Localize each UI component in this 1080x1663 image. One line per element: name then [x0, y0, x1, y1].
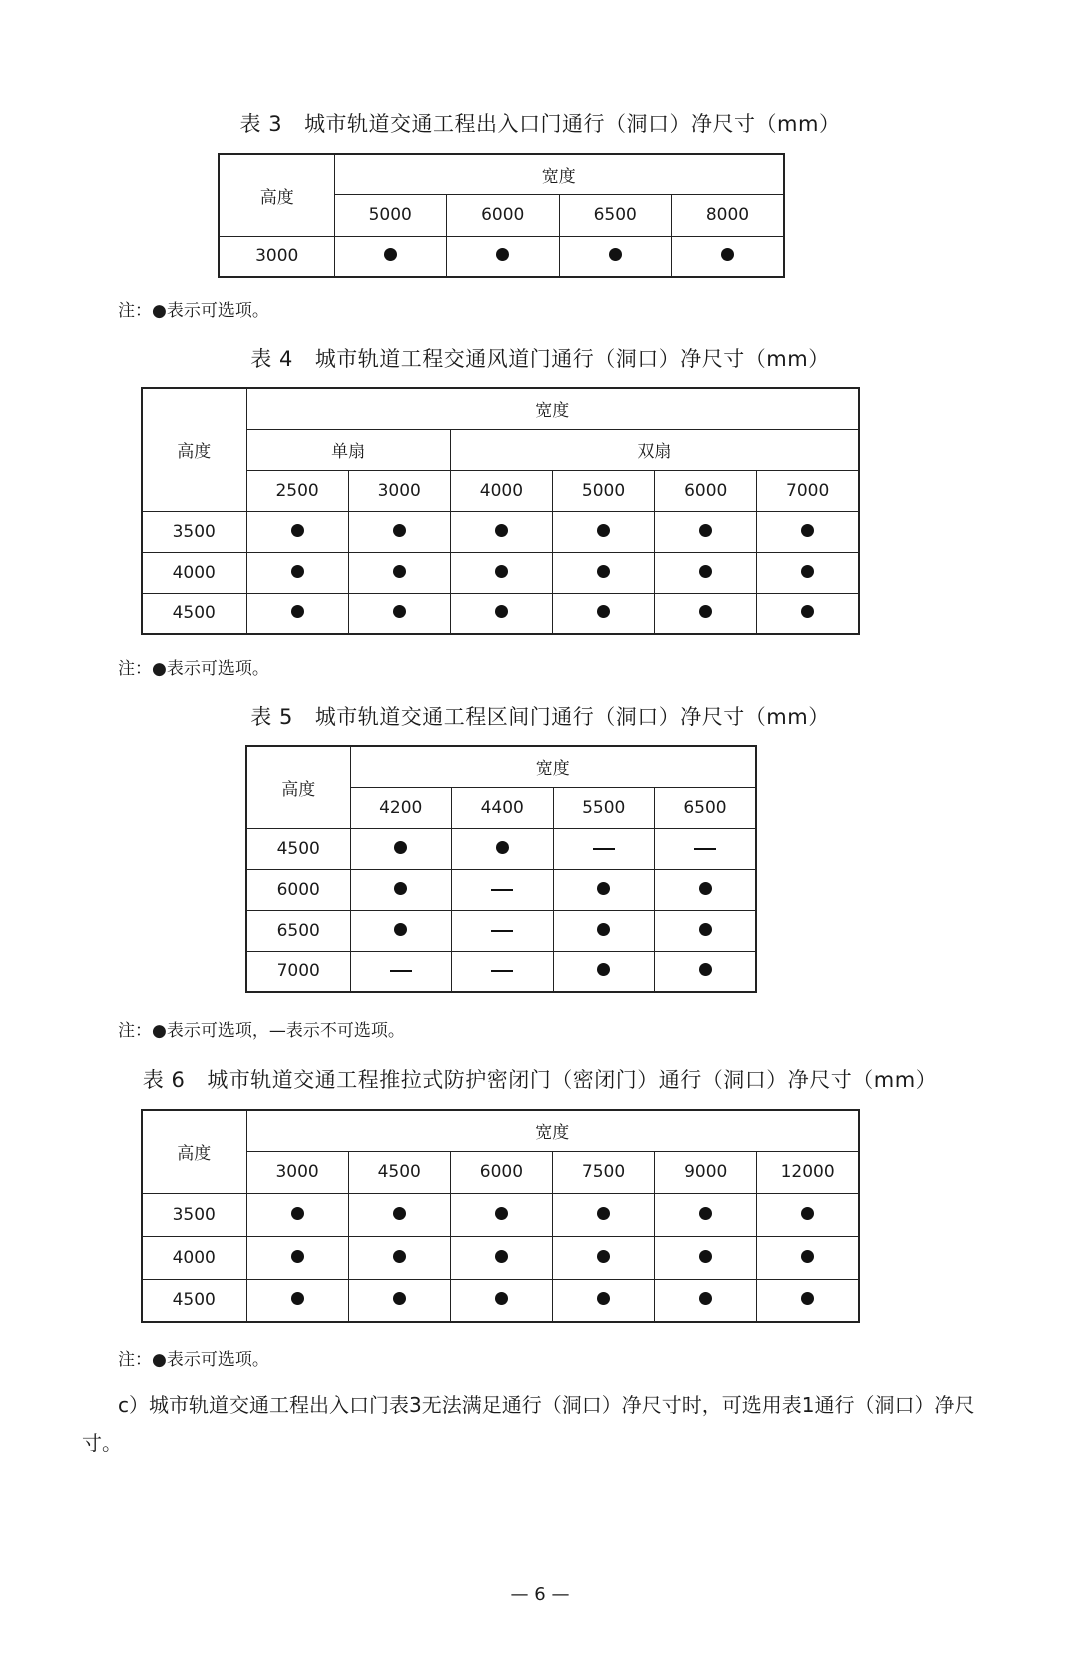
table-row [246, 869, 756, 910]
table-cell [655, 828, 757, 869]
table5-height-header: 高度 [246, 746, 350, 828]
optional-dot-icon [699, 963, 712, 976]
optional-dot-icon [394, 882, 407, 895]
table-cell [350, 951, 452, 992]
table-cell [246, 1236, 348, 1279]
table-cell [450, 552, 552, 593]
table3-width: 8000 [672, 194, 785, 236]
table-cell [552, 1193, 654, 1236]
table-cell [757, 552, 859, 593]
not-optional-dash-icon [491, 889, 513, 891]
optional-dot-icon [699, 1250, 712, 1263]
row-height-label: 6500 [246, 910, 350, 951]
optional-dot-icon [801, 605, 814, 618]
table-cell [334, 236, 447, 277]
table-cell [559, 236, 672, 277]
optional-dot-icon [394, 841, 407, 854]
table6-title: 城市轨道交通工程推拉式防护密闭门（密闭门）通行（洞口）净尺寸（mm） [207, 1068, 938, 1092]
table-cell [450, 1193, 552, 1236]
table-cell [655, 1236, 757, 1279]
table4-width-header: 宽度 [246, 388, 859, 429]
table-cell [450, 1279, 552, 1322]
table3-width: 5000 [334, 194, 447, 236]
optional-dot-icon [393, 605, 406, 618]
paragraph-c: c）城市轨道交通工程出入口门表3无法满足通行（洞口）净尺寸时，可选用表1通行（洞口）净尺寸。 [82, 1393, 975, 1455]
table6-width: 12000 [757, 1151, 859, 1193]
table6-width: 4500 [348, 1151, 450, 1193]
table5-width-header: 宽度 [350, 746, 756, 787]
table5-title: 城市轨道交通工程区间门通行（洞口）净尺寸（mm） [314, 705, 830, 729]
table-row [246, 910, 756, 951]
optional-dot-icon [496, 841, 509, 854]
optional-dot-icon [721, 248, 734, 261]
table-cell [757, 1236, 859, 1279]
table-row [246, 828, 756, 869]
table5-width: 4400 [452, 787, 554, 828]
optional-dot-icon [393, 1207, 406, 1220]
optional-dot-icon [291, 605, 304, 618]
row-height-label: 4500 [142, 1279, 246, 1322]
optional-dot-icon [699, 882, 712, 895]
row-height-label: 6000 [246, 869, 350, 910]
table-cell [552, 511, 654, 552]
table3-body [219, 236, 784, 277]
table6-note: 注：●表示可选项。 [118, 1350, 269, 1370]
row-height-label: 4500 [246, 828, 350, 869]
table3-width-header: 宽度 [334, 154, 784, 194]
optional-dot-icon [597, 882, 610, 895]
table-row [142, 511, 859, 552]
table-cell [655, 951, 757, 992]
optional-dot-icon [597, 565, 610, 578]
table6-body [142, 1193, 859, 1322]
optional-dot-icon [699, 923, 712, 936]
row-height-label: 3000 [219, 236, 334, 277]
table-cell [452, 869, 554, 910]
optional-dot-icon [291, 524, 304, 537]
table6-width: 3000 [246, 1151, 348, 1193]
table4-body [142, 511, 859, 634]
table-cell [553, 910, 655, 951]
table-cell [246, 552, 348, 593]
optional-dot-icon [495, 565, 508, 578]
table4-width: 3000 [348, 470, 450, 511]
table3-height-header: 高度 [219, 154, 334, 236]
optional-dot-icon [801, 1292, 814, 1305]
page-number: — 6 — [510, 1584, 570, 1605]
optional-dot-icon [495, 1250, 508, 1263]
not-optional-dash-icon [491, 970, 513, 972]
not-optional-dash-icon [593, 848, 615, 850]
table-cell [655, 511, 757, 552]
table-row [142, 1236, 859, 1279]
row-height-label: 4000 [142, 1236, 246, 1279]
table-cell [655, 1193, 757, 1236]
table4-title: 城市轨道工程交通风道门通行（洞口）净尺寸（mm） [314, 347, 830, 371]
table-cell [348, 552, 450, 593]
table5-width: 4200 [350, 787, 452, 828]
table-cell [246, 593, 348, 634]
table-cell [246, 511, 348, 552]
table-cell [553, 828, 655, 869]
not-optional-dash-icon [491, 930, 513, 932]
row-height-label: 7000 [246, 951, 350, 992]
table-cell [757, 1193, 859, 1236]
table3-number: 表 3 [239, 112, 283, 136]
table-row [246, 951, 756, 992]
table-cell [552, 1236, 654, 1279]
optional-dot-icon [801, 524, 814, 537]
table-cell [450, 593, 552, 634]
table4-width: 5000 [552, 470, 654, 511]
table6-width: 7500 [552, 1151, 654, 1193]
table3-note: 注：●表示可选项。 [118, 301, 269, 321]
table-cell [672, 236, 785, 277]
table-cell [757, 1279, 859, 1322]
optional-dot-icon [597, 1292, 610, 1305]
optional-dot-icon [496, 248, 509, 261]
optional-dot-icon [597, 524, 610, 537]
optional-dot-icon [597, 963, 610, 976]
table-cell [553, 951, 655, 992]
table-cell [452, 910, 554, 951]
optional-dot-icon [699, 605, 712, 618]
optional-dot-icon [699, 1207, 712, 1220]
table5-width: 6500 [655, 787, 757, 828]
optional-dot-icon [597, 1250, 610, 1263]
optional-dot-icon [291, 1250, 304, 1263]
table5 [245, 745, 757, 993]
table-cell [552, 593, 654, 634]
table-cell [350, 828, 452, 869]
table3-title: 城市轨道交通工程出入口门通行（洞口）净尺寸（mm） [304, 112, 841, 136]
row-height-label: 3500 [142, 511, 246, 552]
table4-single-leaf-header: 单扇 [246, 429, 450, 470]
table-cell [757, 511, 859, 552]
table4-width: 6000 [655, 470, 757, 511]
table-cell [447, 236, 560, 277]
table-cell [348, 593, 450, 634]
table5-number: 表 5 [250, 705, 293, 729]
optional-dot-icon [291, 1207, 304, 1220]
optional-dot-icon [801, 565, 814, 578]
table-cell [452, 828, 554, 869]
table-row [219, 236, 784, 277]
table-cell [348, 511, 450, 552]
table3 [218, 153, 785, 278]
not-optional-dash-icon [390, 970, 412, 972]
table5-body [246, 828, 756, 992]
optional-dot-icon [393, 565, 406, 578]
table3-caption [0, 108, 1080, 138]
table4-height-header: 高度 [142, 388, 246, 511]
table-cell [655, 910, 757, 951]
optional-dot-icon [597, 1207, 610, 1220]
table-row [142, 1193, 859, 1236]
optional-dot-icon [801, 1207, 814, 1220]
table6-caption [0, 1064, 1080, 1094]
table-cell [655, 1279, 757, 1322]
table5-caption [0, 701, 1080, 731]
table4-width: 2500 [246, 470, 348, 511]
table-cell [348, 1236, 450, 1279]
optional-dot-icon [394, 923, 407, 936]
optional-dot-icon [597, 923, 610, 936]
table-cell [450, 511, 552, 552]
table-cell [552, 552, 654, 593]
optional-dot-icon [495, 1292, 508, 1305]
table5-width: 5500 [553, 787, 655, 828]
table6-width: 9000 [655, 1151, 757, 1193]
optional-dot-icon [801, 1250, 814, 1263]
table4-caption [0, 343, 1080, 373]
optional-dot-icon [495, 1207, 508, 1220]
table-cell [246, 1193, 348, 1236]
optional-dot-icon [597, 605, 610, 618]
optional-dot-icon [393, 1292, 406, 1305]
optional-dot-icon [699, 1292, 712, 1305]
table-cell [757, 593, 859, 634]
optional-dot-icon [291, 565, 304, 578]
row-height-label: 4500 [142, 593, 246, 634]
optional-dot-icon [495, 605, 508, 618]
table6-width-header: 宽度 [246, 1110, 859, 1151]
optional-dot-icon [291, 1292, 304, 1305]
table-cell [350, 869, 452, 910]
table5-note: 注：●表示可选项，—表示不可选项。 [118, 1021, 405, 1041]
table-cell [655, 552, 757, 593]
table6-number: 表 6 [142, 1068, 186, 1092]
table4-width: 7000 [757, 470, 859, 511]
table6-width: 6000 [450, 1151, 552, 1193]
optional-dot-icon [609, 248, 622, 261]
table6-height-header: 高度 [142, 1110, 246, 1193]
table-cell [350, 910, 452, 951]
optional-dot-icon [699, 524, 712, 537]
table-cell [655, 869, 757, 910]
table-cell [655, 593, 757, 634]
table-row [142, 552, 859, 593]
table3-width: 6500 [559, 194, 672, 236]
table-cell [552, 1279, 654, 1322]
optional-dot-icon [495, 524, 508, 537]
optional-dot-icon [393, 524, 406, 537]
table-cell [450, 1236, 552, 1279]
row-height-label: 3500 [142, 1193, 246, 1236]
table6-width-values [142, 1151, 859, 1193]
table4-width: 4000 [450, 470, 552, 511]
table-row [142, 1279, 859, 1322]
table4-double-leaf-header: 双扇 [450, 429, 859, 470]
table-cell [553, 869, 655, 910]
table4 [141, 387, 860, 635]
table4-number: 表 4 [250, 347, 293, 371]
table6 [141, 1109, 860, 1323]
optional-dot-icon [393, 1250, 406, 1263]
table4-width-values [142, 470, 859, 511]
not-optional-dash-icon [694, 848, 716, 850]
table-row [142, 593, 859, 634]
table-cell [348, 1279, 450, 1322]
table4-note: 注：●表示可选项。 [118, 659, 269, 679]
table-cell [452, 951, 554, 992]
table3-width: 6000 [447, 194, 560, 236]
table-cell [246, 1279, 348, 1322]
optional-dot-icon [384, 248, 397, 261]
table-cell [348, 1193, 450, 1236]
row-height-label: 4000 [142, 552, 246, 593]
optional-dot-icon [699, 565, 712, 578]
